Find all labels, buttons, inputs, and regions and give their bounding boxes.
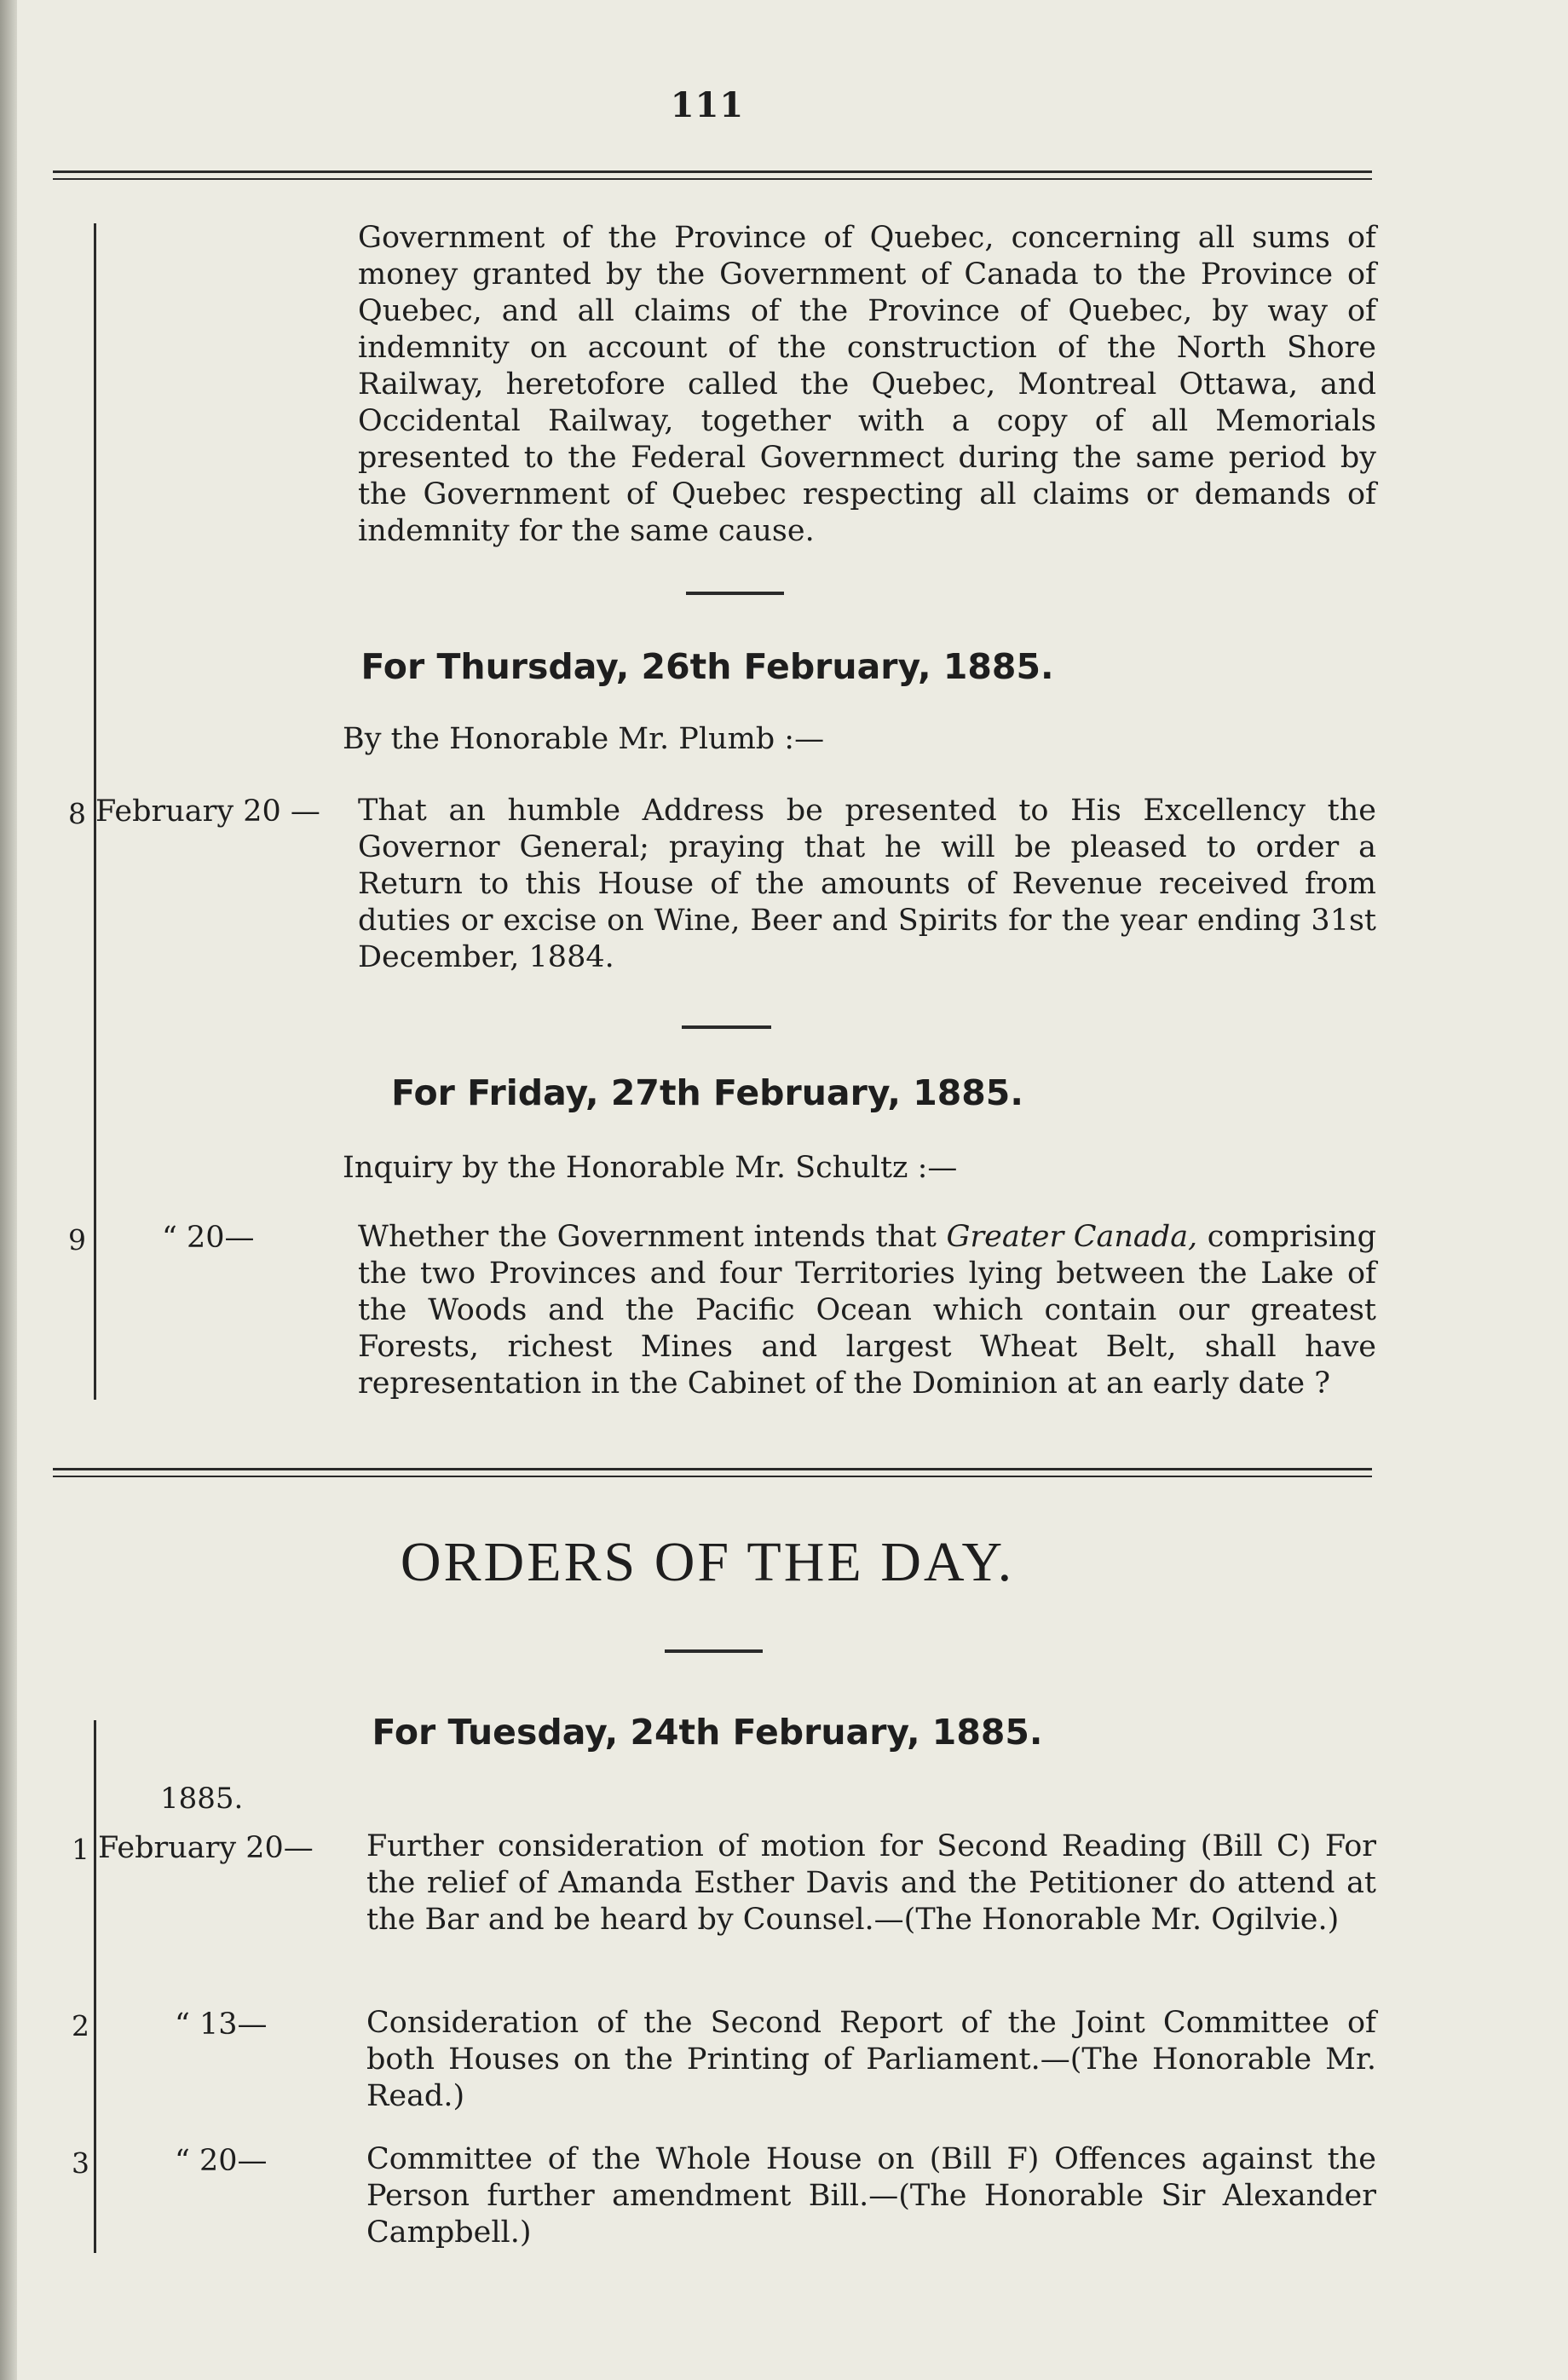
notice-text-plumb (324, 793, 1376, 976)
top-rule (53, 170, 1372, 173)
order-date: “ 13— (175, 2007, 268, 2042)
section-rule (53, 1468, 1372, 1470)
notice-byline-plumb: By the Honorable Mr. Plumb :— (343, 722, 825, 756)
order-text-1 (328, 1828, 1376, 1938)
notice-date: February 20 — (95, 794, 320, 829)
notice-date: “ 20— (162, 1221, 255, 1255)
page-number: 111 (670, 85, 745, 125)
notice-byline-schultz: Inquiry by the Honorable Mr. Schultz :— (343, 1151, 958, 1185)
notice-text-plumb-body: That an humble Address be presented to His Excellency the Governor General; praying that he will be pleased to order a Return to this House of the amounts of Revenue received from duties or excise on Wine, Beer and Spirits for the year ending 31st December, 1884. (358, 794, 1376, 974)
notice-text-schultz-b: comprising the two Provinces and four Territories lying between the Lake of the Woods and the Pacific Ocean which contain our greatest Forests, richest Mines and largest Wheat Belt, shall have representation in the Cabinet of the Dominion at an early date ? (358, 1220, 1376, 1401)
order-text-3 (328, 2141, 1376, 2251)
notice-text-schultz-italic: Greater Canada, (946, 1220, 1198, 1254)
order-text-3-body: Committee of the Whole House on (Bill F) Offences against the Person further amendment Bill.—(The Honorable Sir Alexander Campbell.) (366, 2142, 1376, 2250)
section-divider (686, 592, 784, 595)
order-number: 3 (72, 2146, 89, 2180)
section-divider (665, 1649, 763, 1653)
order-date: February 20— (98, 1831, 314, 1865)
notice-text-schultz-a: Whether the Government intends that (358, 1220, 947, 1254)
order-text-2-body: Consideration of the Second Report of the Joint Committee of both Houses on the Printing of Parliament.—(The Honorable Mr. Read.) (366, 2006, 1376, 2113)
notice-text-schultz (358, 1219, 1376, 1402)
notice-number: 9 (68, 1223, 86, 1256)
order-text-2 (328, 2005, 1376, 2115)
margin-rule-orders (94, 1720, 96, 2253)
notice-heading-friday: For Friday, 27th February, 1885. (391, 1072, 1023, 1113)
order-text-1-body: Further consideration of motion for Second Reading (Bill C) For the relief of Amanda Esther Davis and the Petitioner do attend at the Bar and be heard by Counsel.—(The Honorable Mr. Ogilvie.) (366, 1829, 1376, 1937)
intro-paragraph: Government of the Province of Quebec, concerning all sums of money granted by the Government of Canada to the Province of Quebec, and all claims of the Province of Quebec, by way of indemnity on account of the construction of the North Shore Railway, heretofore called the Quebec, Montreal Ottawa, and Occidental Railway, together with a copy of all Memorials presented to the Federal Governmect during the same period by the Government of Quebec respecting all claims or demands of indemnity for the same cause. (358, 221, 1376, 548)
order-number: 2 (72, 2009, 89, 2042)
section-divider (682, 1025, 771, 1029)
notice-heading-thursday: For Thursday, 26th February, 1885. (360, 646, 1054, 687)
binding-edge (0, 0, 17, 2380)
orders-title: ORDERS OF THE DAY. (400, 1531, 1015, 1593)
notice-number: 8 (68, 797, 86, 830)
order-date: “ 20— (175, 2144, 268, 2178)
orders-heading-tuesday: For Tuesday, 24th February, 1885. (372, 1712, 1043, 1753)
orders-year: 1885. (160, 1782, 244, 1816)
order-number: 1 (72, 1833, 89, 1866)
